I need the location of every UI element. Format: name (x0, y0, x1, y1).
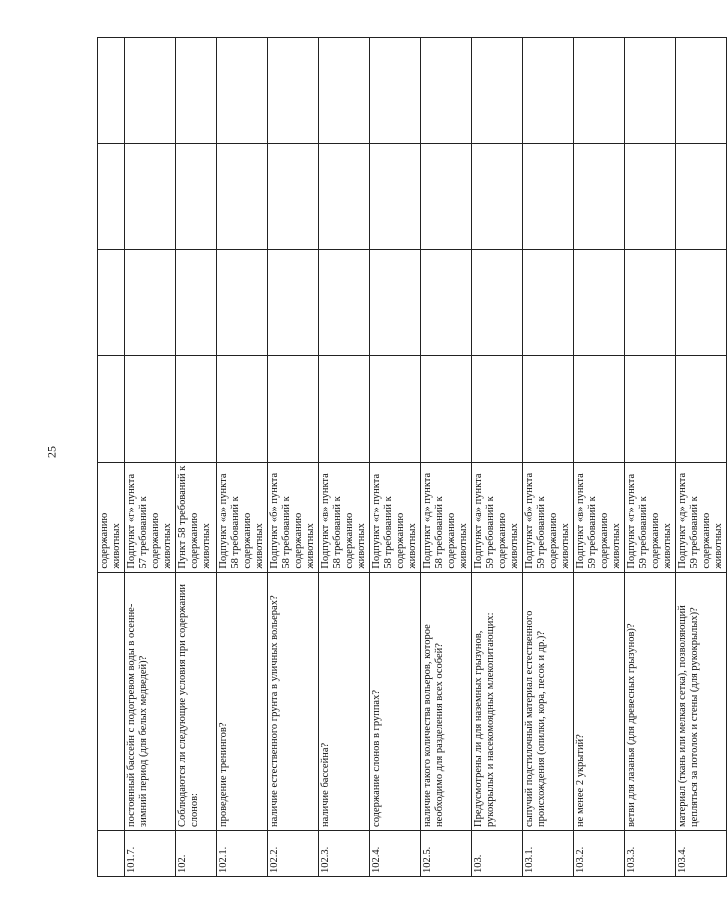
answer-cell (574, 356, 625, 462)
answer-cell (125, 144, 176, 250)
answer-cell (217, 144, 268, 250)
answer-cell (268, 144, 319, 250)
num-cell: 102. (176, 830, 217, 876)
table-row (176, 38, 217, 877)
answer-cell (523, 38, 574, 144)
ref-cell: Подпункт «д» пункта 59 требований к содержанию животных (676, 462, 727, 572)
table-row (523, 38, 574, 877)
num-cell (98, 830, 125, 876)
answer-cell (319, 356, 370, 462)
question-cell: Предусмотрены ли для наземных грызунов, рукокрылых и насекомоядных млекопитающих: (472, 572, 523, 830)
answer-cell (268, 38, 319, 144)
answer-cell (574, 144, 625, 250)
num-cell: 102.5. (421, 830, 472, 876)
question-cell: наличие естественного грунта в уличных вольерах? (268, 572, 319, 830)
table-row (98, 38, 125, 877)
answer-cell (421, 250, 472, 356)
ref-cell: Подпункт «г» пункта 57 требований к содержанию животных (125, 462, 176, 572)
answer-cell (625, 356, 676, 462)
ref-cell: Пункт 58 требований к содержанию животных (176, 462, 217, 572)
ref-cell: содержанию животных (98, 462, 125, 572)
answer-cell (125, 250, 176, 356)
ref-cell: Подпункт «в» пункта 59 требований к содержанию животных (574, 462, 625, 572)
answer-cell (574, 38, 625, 144)
table-row (472, 38, 523, 877)
num-cell: 102.4. (370, 830, 421, 876)
num-cell: 103.1. (523, 830, 574, 876)
answer-cell (625, 250, 676, 356)
num-cell: 102.2. (268, 830, 319, 876)
table-row (319, 38, 370, 877)
num-cell: 103.2. (574, 830, 625, 876)
num-cell: 103. (472, 830, 523, 876)
answer-cell (217, 250, 268, 356)
page-number: 25 (44, 446, 59, 458)
answer-cell (472, 144, 523, 250)
answer-cell (176, 356, 217, 462)
answer-cell (472, 38, 523, 144)
answer-cell (472, 250, 523, 356)
question-cell: содержание слонов в группах? (370, 572, 421, 830)
answer-cell (370, 250, 421, 356)
answer-cell (319, 250, 370, 356)
table-row (370, 38, 421, 877)
num-cell: 102.1. (217, 830, 268, 876)
ref-cell: Подпункт «а» пункта 58 требований к содержанию животных (217, 462, 268, 572)
table-row (268, 38, 319, 877)
answer-cell (676, 250, 727, 356)
rotated-table-area (97, 37, 724, 877)
answer-cell (625, 144, 676, 250)
answer-cell (676, 144, 727, 250)
question-cell: наличие бассейна? (319, 572, 370, 830)
answer-cell (421, 144, 472, 250)
answer-cell (98, 250, 125, 356)
num-cell: 103.3. (625, 830, 676, 876)
answer-cell (421, 38, 472, 144)
checklist-table (97, 37, 727, 877)
answer-cell (125, 38, 176, 144)
question-cell (98, 572, 125, 830)
table-row (125, 38, 176, 877)
answer-cell (472, 356, 523, 462)
answer-cell (319, 144, 370, 250)
ref-cell: Подпункт «д» пункта 58 требований к содержанию животных (421, 462, 472, 572)
num-cell: 103.4. (676, 830, 727, 876)
question-cell: не менее 2 укрытий? (574, 572, 625, 830)
answer-cell (125, 356, 176, 462)
ref-cell: Подпункт «г» пункта 58 требований к содержанию животных (370, 462, 421, 572)
question-cell: постоянный бассейн с подогревом воды в осенне-зимний период (для белых медведей)? (125, 572, 176, 830)
answer-cell (98, 38, 125, 144)
answer-cell (523, 356, 574, 462)
table-row (625, 38, 676, 877)
answer-cell (421, 356, 472, 462)
answer-cell (268, 250, 319, 356)
answer-cell (370, 144, 421, 250)
table-row (574, 38, 625, 877)
answer-cell (217, 356, 268, 462)
answer-cell (176, 144, 217, 250)
table-row (217, 38, 268, 877)
table-row (421, 38, 472, 877)
ref-cell: Подпункт «г» пункта 59 требований к содержанию животных (625, 462, 676, 572)
answer-cell (370, 38, 421, 144)
question-cell: Соблюдаются ли следующие условия при содержании слонов: (176, 572, 217, 830)
answer-cell (98, 356, 125, 462)
answer-cell (523, 144, 574, 250)
ref-cell: Подпункт «б» пункта 59 требований к содержанию животных (523, 462, 574, 572)
question-cell: сыпучий подстилочный материал естественного происхождения (опилки, кора, песок и др.)? (523, 572, 574, 830)
answer-cell (217, 38, 268, 144)
answer-cell (574, 250, 625, 356)
answer-cell (523, 250, 574, 356)
ref-cell: Подпункт «б» пункта 58 требований к содержанию животных (268, 462, 319, 572)
answer-cell (319, 38, 370, 144)
num-cell: 101.7. (125, 830, 176, 876)
num-cell: 102.3. (319, 830, 370, 876)
answer-cell (268, 356, 319, 462)
question-cell: материал (ткань или мелкая сетка), позволяющий цепляться за потолок и стены (для рукокрылых)? (676, 572, 727, 830)
answer-cell (676, 356, 727, 462)
ref-cell: Подпункт «а» пункта 59 требований к содержанию животных (472, 462, 523, 572)
question-cell: ветви для лазанья (для древесных грызунов)? (625, 572, 676, 830)
question-cell: проведение тренингов? (217, 572, 268, 830)
question-cell: наличие такого количества вольеров, которое необходимо для разделения всех особей? (421, 572, 472, 830)
answer-cell (176, 38, 217, 144)
ref-cell: Подпункт «в» пункта 58 требований к содержанию животных (319, 462, 370, 572)
answer-cell (176, 250, 217, 356)
table-row (676, 38, 727, 877)
answer-cell (98, 144, 125, 250)
answer-cell (676, 38, 727, 144)
answer-cell (625, 38, 676, 144)
answer-cell (370, 356, 421, 462)
